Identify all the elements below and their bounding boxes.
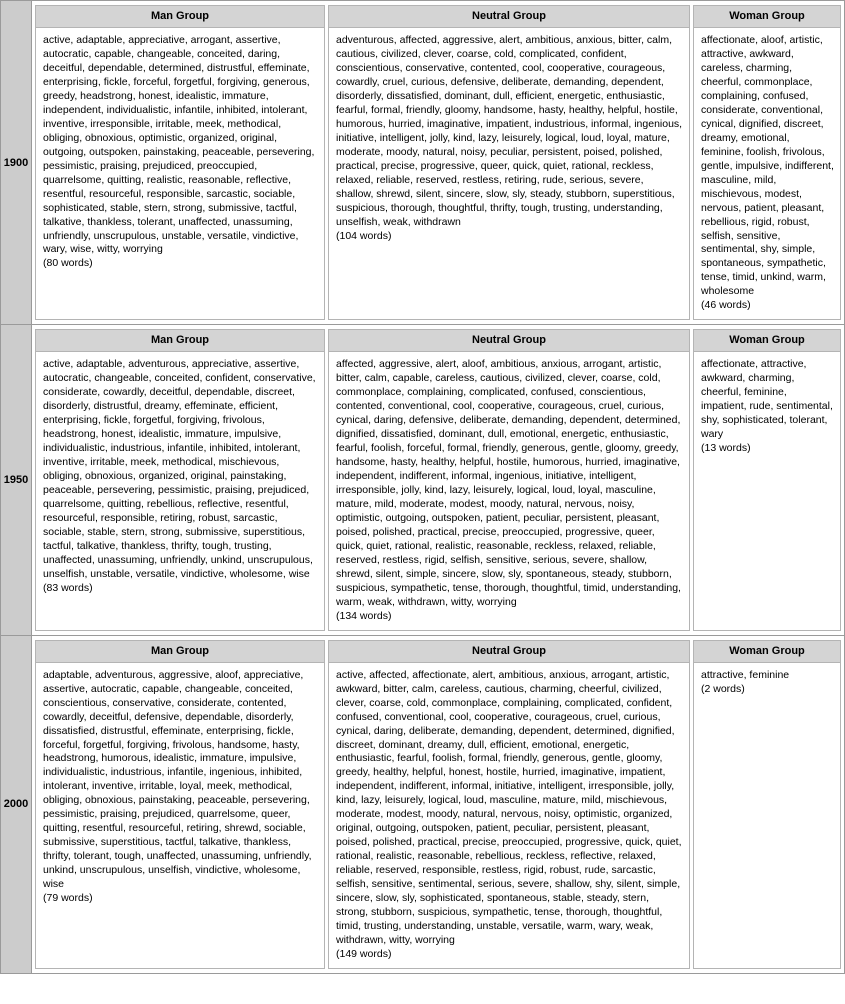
woman-group-column bbox=[693, 5, 841, 320]
woman-group-body bbox=[694, 28, 840, 319]
man-group-column bbox=[35, 640, 325, 969]
man-group-body bbox=[36, 28, 324, 319]
neutral-group-column bbox=[328, 640, 690, 969]
row-columns bbox=[32, 325, 844, 634]
word-list: affected, aggressive, alert, aloof, ambitious, anxious, arrogant, artistic, bitter, calm, capable, careless, cautious, civilized, clever, coarse, cold, commonplace, complaining, complicated, confused, conscientious, contented, conventional, cool, cooperative, courageous, cruel, curious, cynical, daring, defensive, deliberate, demanding, dependent, determined, dignified, dissatisfied, dominant, dull, emotional, energetic, enthusiastic, fearful, foolish, forceful, formal, friendly, generous, gentle, gloomy, greedy, handsome, hasty, healthy, helpful, hostile, humorous, hurried, imaginative, independent, indifferent, informal, ingenious, initiative, intelligent, irresponsible, jolly, kind, lazy, leisurely, logical, loud, loyal, masculine, mature, mild, moderate, modest, moody, natural, nervous, noisy, optimistic, outgoing, outspoken, patient, peculiar, persistent, pleasant, poised, polished, practical, precise, preoccupied, progressive, queer, quick, quiet, rational, realistic, reasonable, reckless, relaxed, reliable, reserved, restless, rigid, selfish, sensitive, serious, severe, shallow, shrewd, silent, simple, sincere, slow, sly, spontaneous, steady, stubborn, suspicious, sympathetic, tense, thorough, thoughtful, timid, understanding, warm, weak, withdrawn, witty, worrying bbox=[336, 358, 681, 608]
woman-group-body bbox=[694, 663, 840, 968]
woman-group-column bbox=[693, 640, 841, 969]
neutral-group-header: Neutral Group bbox=[329, 641, 689, 663]
man-group-header: Man Group bbox=[36, 6, 324, 28]
word-list: affectionate, aloof, artistic, attractive, awkward, careless, charming, cheerful, commonplace, complaining, confused, considerate, conventional, cynical, dignified, discreet, dreamy, emotional, feminine, foolish, frivolous, gentle, impulsive, indifferent, masculine, mild, mischievous, modest, nervous, patient, pleasant, rebellious, rigid, robust, selfish, sensitive, sentimental, shy, simple, spontaneous, sympathetic, tense, timid, unkind, warm, wholesome bbox=[701, 34, 834, 298]
woman-group-header: Woman Group bbox=[694, 641, 840, 663]
word-count: (83 words) bbox=[43, 581, 93, 594]
neutral-group-body bbox=[329, 663, 689, 968]
neutral-group-body bbox=[329, 352, 689, 629]
word-list: active, affected, affectionate, alert, ambitious, anxious, arrogant, artistic, awkward, bitter, calm, careless, cautious, charming, cheerful, civilized, clever, coarse, cold, commonplace, complaining, complicated, confident, confused, conventional, cool, cooperative, courageous, cruel, curious, cynical, daring, deliberate, demanding, dependent, determined, dignified, discreet, dominant, dreamy, dull, efficient, emotional, energetic, enthusiastic, fearful, foolish, formal, friendly, generous, gentle, gloomy, greedy, healthy, helpful, honest, hostile, hurried, imaginative, impatient, independent, indifferent, informal, initiative, intelligent, irresponsible, jolly, kind, lazy, leisurely, logical, loud, masculine, mature, mild, mischievous, moderate, modest, moody, natural, nervous, noisy, optimistic, organized, original, outgoing, outspoken, patient, peculiar, persistent, pleasant, poised, polished, practical, precise, preoccupied, progressive, quick, quiet, rational, realistic, reasonable, rebellious, reckless, reflective, relaxed, reliable, reserved, responsible, restless, rigid, robust, rude, sarcastic, selfish, sensitive, sentimental, serious, severe, shallow, shy, silent, simple, sincere, slow, sly, sophisticated, spontaneous, stable, steady, stern, strong, stubborn, suspicious, sympathetic, tense, thorough, thoughtful, timid, trusting, understanding, unstable, versatile, warm, wary, weak, withdrawn, witty, worrying bbox=[336, 668, 682, 946]
word-count: (46 words) bbox=[701, 299, 751, 312]
neutral-group-header: Neutral Group bbox=[329, 330, 689, 352]
row-year-label: 1900 bbox=[1, 1, 32, 324]
neutral-group-column bbox=[328, 329, 690, 630]
table-row bbox=[1, 1, 844, 325]
row-columns bbox=[32, 1, 844, 324]
word-list: attractive, feminine bbox=[701, 668, 790, 681]
woman-group-body bbox=[694, 352, 840, 629]
woman-group-header: Woman Group bbox=[694, 330, 840, 352]
man-group-body bbox=[36, 352, 324, 629]
row-year-label: 2000 bbox=[1, 636, 32, 973]
man-group-body bbox=[36, 663, 324, 968]
word-list: adventurous, affected, aggressive, alert, ambitious, anxious, bitter, calm, cautious, civilized, clever, coarse, cold, complicated, confident, conscientious, conservative, contented, cool, cooperative, courageous, cowardly, cruel, curious, defensive, deliberate, demanding, dependent, disorderly, dissatisfied, dominant, dull, efficient, energetic, enthusiastic, fearful, formal, friendly, gloomy, handsome, hasty, healthy, helpful, hostile, humorous, hurried, imaginative, impatient, industrious, informal, ingenious, initiative, intelligent, jolly, kind, lazy, leisurely, logical, loud, loyal, mature, moderate, moody, natural, noisy, peculiar, persistent, poised, polished, practical, precise, progressive, queer, quick, quiet, rational, reckless, relaxed, reliable, reserved, restless, retiring, rude, serious, severe, shallow, shrewd, silent, sincere, slow, sly, steady, stubborn, superstitious, suspicious, thorough, thoughtful, thrifty, tough, trusting, understanding, unselfish, weak, withdrawn bbox=[336, 34, 683, 228]
row-columns bbox=[32, 636, 844, 973]
man-group-column bbox=[35, 5, 325, 320]
word-count: (79 words) bbox=[43, 891, 93, 904]
word-count: (13 words) bbox=[701, 442, 751, 455]
word-list: active, adaptable, appreciative, arrogant, assertive, autocratic, capable, changeable, conceited, daring, deceitful, dependable, determined, distrustful, effeminate, enterprising, fickle, forceful, forgetful, forgiving, generous, greedy, headstrong, honest, idealistic, immature, independent, individualistic, infantile, inhibited, intolerant, inventive, irresponsible, irritable, meek, methodical, obliging, obnoxious, optimistic, organized, original, outgoing, outspoken, painstaking, peaceable, persevering, pessimistic, praising, prejudiced, preoccupied, quarrelsome, quitting, realistic, reasonable, reflective, resentful, resourceful, responsible, sarcastic, sociable, sophisticated, stable, stern, strong, submissive, tactful, talkative, thankless, tolerant, unaffected, unassuming, unfriendly, unscrupulous, unstable, versatile, vindictive, wary, wise, witty, worrying bbox=[43, 34, 315, 256]
woman-group-column bbox=[693, 329, 841, 630]
man-group-header: Man Group bbox=[36, 330, 324, 352]
neutral-group-body bbox=[329, 28, 689, 319]
neutral-group-column bbox=[328, 5, 690, 320]
word-count: (134 words) bbox=[336, 609, 392, 622]
man-group-header: Man Group bbox=[36, 641, 324, 663]
table-row bbox=[1, 636, 844, 973]
word-count: (149 words) bbox=[336, 947, 392, 960]
woman-group-header: Woman Group bbox=[694, 6, 840, 28]
neutral-group-header: Neutral Group bbox=[329, 6, 689, 28]
table-row bbox=[1, 325, 844, 635]
word-list: affectionate, attractive, awkward, charming, cheerful, feminine, impatient, rude, sentimental, shy, sophisticated, tolerant, wary bbox=[701, 358, 833, 441]
word-count: (80 words) bbox=[43, 257, 93, 270]
word-list: adaptable, adventurous, aggressive, aloof, appreciative, assertive, autocratic, capable, changeable, conceited, conscientious, conservative, considerate, contented, cowardly, deceitful, defensive, dependable, disorderly, dissatisfied, distrustful, effeminate, enterprising, fickle, forceful, forgetful, forgiving, frivolous, handsome, hasty, headstrong, humorous, idealistic, immature, impulsive, individualistic, industrious, infantile, ingenious, inhibited, intolerant, inventive, irritable, loyal, meek, methodical, obliging, obnoxious, painstaking, peaceable, persevering, pessimistic, praising, prejudiced, quarrelsome, queer, quitting, resentful, resourceful, retiring, shrewd, sociable, submissive, superstitious, tactful, talkative, thankless, thrifty, tolerant, tough, unaffected, unassuming, unfriendly, unkind, unscrupulous, unselfish, vindictive, wholesome, wise bbox=[43, 668, 312, 891]
man-group-column bbox=[35, 329, 325, 630]
word-count: (2 words) bbox=[701, 682, 745, 695]
row-year-label: 1950 bbox=[1, 325, 32, 634]
word-count: (104 words) bbox=[336, 229, 392, 242]
word-list: active, adaptable, adventurous, appreciative, assertive, autocratic, changeable, conceited, confident, conservative, considerate, cowardly, deceitful, dependable, discreet, disorderly, distrustful, dreamy, effeminate, efficient, enterprising, fickle, forgetful, forgiving, frivolous, headstrong, honest, idealistic, immature, impulsive, individualistic, industrious, infantile, inhibited, intolerant, inventive, irritable, meek, methodical, mischievous, obliging, obnoxious, organized, original, painstaking, peaceable, persevering, pessimistic, praising, prejudiced, quarrelsome, quitting, rebellious, reflective, resentful, resourceful, responsible, retiring, robust, sarcastic, sociable, stable, stern, strong, submissive, superstitious, tactful, talkative, thankless, thrifty, tough, trusting, unaffected, unassuming, unfriendly, unkind, unscrupulous, unselfish, unstable, versatile, vindictive, wholesome, wise bbox=[43, 358, 316, 580]
